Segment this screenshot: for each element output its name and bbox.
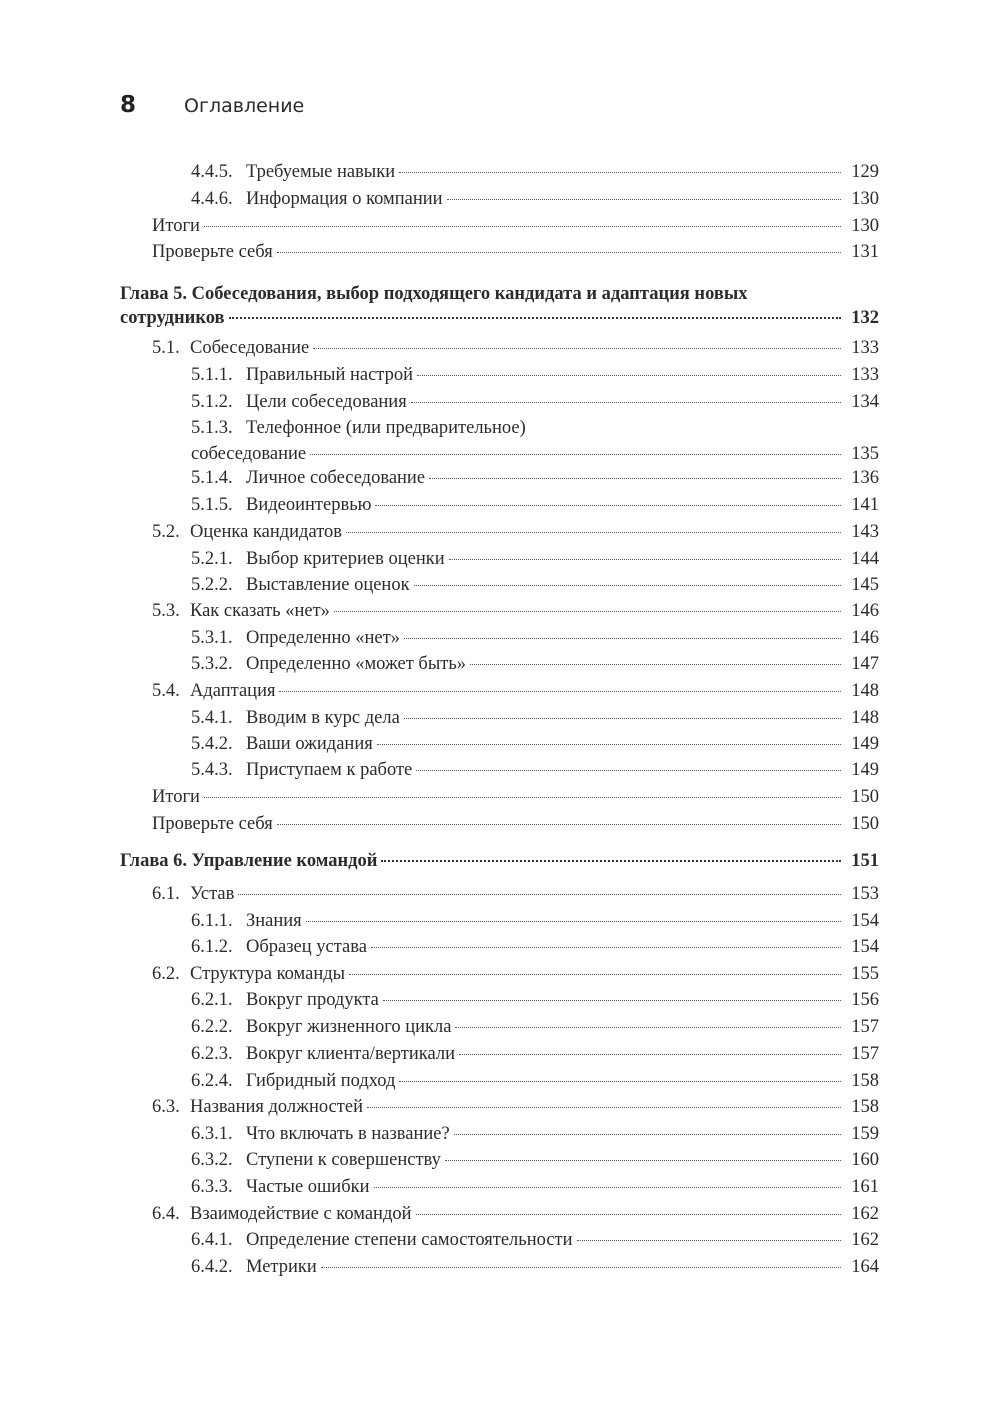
toc-page-number: 157 [851,1017,879,1037]
toc-entry-number: 5.4.1. [191,708,233,728]
toc-entry [0,442,879,466]
toc-entry-number: 5.1.4. [191,468,233,488]
toc-entry [0,240,879,264]
toc-page-number: 148 [851,708,879,728]
toc-entry-title: Что включать в название? [246,1124,450,1144]
toc-entry-number: 5.3.2. [191,654,233,674]
toc-page-number: 150 [851,814,879,834]
toc-entry-title: Вводим в курс дела [246,708,400,728]
dot-leader [374,1187,842,1188]
chapter-entry [0,306,879,330]
toc-page-number: 133 [851,338,879,358]
toc-entry-number: 5.2.2. [191,575,233,595]
toc-entry [0,679,879,703]
toc-entry-title: Итоги [152,787,200,807]
toc-page-number: 141 [851,495,879,515]
toc-entry-number: 5.1.1. [191,365,233,385]
toc-entry-title: Определение степени самостоятельности [246,1230,573,1250]
toc-entry-title: Правильный настрой [246,365,414,385]
dot-leader [346,532,841,533]
toc-entry [0,1042,879,1066]
dot-leader [399,172,841,173]
toc-page-number: 159 [851,1124,879,1144]
toc-entry-number: 6.3. [152,1097,180,1117]
toc-entry-number: 6.2.2. [191,1017,233,1037]
toc-entry-number: 6.4.1. [191,1230,233,1250]
dot-leader [277,252,841,253]
dot-leader [321,1267,841,1268]
toc-entry [0,706,879,730]
chapter-entry [0,849,879,873]
dot-leader [371,947,841,948]
toc-entry [0,882,879,906]
toc-entry-number: 5.2. [152,522,180,542]
dot-leader [454,1134,841,1135]
toc-entry-title: Вокруг продукта [246,990,379,1010]
toc-page-number: 149 [851,734,879,754]
dot-leader [470,664,841,665]
toc-page-number: 144 [851,549,879,569]
dot-leader [416,1214,841,1215]
toc-entry-number: 4.4.5. [191,162,233,182]
dot-leader [411,402,841,403]
toc-entry-number: 5.4. [152,681,180,701]
toc-page-number: 160 [851,1150,879,1170]
dot-leader [277,824,841,825]
toc-page-number: 154 [851,911,879,931]
dot-leader [416,770,841,771]
toc-entry-number: 5.4.2. [191,734,233,754]
toc-entry-number: 5.1.2. [191,392,233,412]
dot-leader [313,348,841,349]
toc-entry-title: сотрудников [120,308,225,328]
toc-entry [0,1122,879,1146]
toc-page-number: 161 [851,1177,879,1197]
toc-page-number: 148 [851,681,879,701]
page-number: 8 [120,92,137,118]
toc-entry [0,1069,879,1093]
toc-entry-line [191,416,526,440]
toc-entry-number: 4.4.6. [191,189,233,209]
toc-entry-title: Видеоинтервью [246,495,372,515]
toc-entry-title: Структура команды [190,964,346,984]
dot-leader [404,718,841,719]
dot-leader [279,691,841,692]
toc-entry [0,363,879,387]
toc-entry [0,493,879,517]
toc-entry [0,599,879,623]
toc-page-number: 131 [851,242,879,262]
dot-leader [204,226,841,227]
dot-leader [334,611,841,612]
toc-entry [0,390,879,414]
dot-leader [445,1160,841,1161]
toc-entry-number: 5.3.1. [191,628,233,648]
toc-entry [0,466,879,490]
toc-entry-title: Определенно «может быть» [246,654,467,674]
toc-page-number: 153 [851,884,879,904]
toc-entry [0,547,879,571]
toc-page-number: 146 [851,601,879,621]
toc-page-number: 133 [851,365,879,385]
toc-page-number: 145 [851,575,879,595]
toc-page-number: 136 [851,468,879,488]
dot-leader [381,860,841,862]
toc-entry-number: 6.2.4. [191,1071,233,1091]
toc-entry [0,962,879,986]
toc-entry-number: 6.1. [152,884,180,904]
toc-page-number: 164 [851,1257,879,1277]
toc-entry-title: Гибридный подход [246,1071,396,1091]
toc-entry-title: Образец устава [246,937,367,957]
toc-entry-title: Частые ошибки [246,1177,370,1197]
toc-entry-title: Устав [190,884,235,904]
toc-page-number: 162 [851,1204,879,1224]
toc-entry-title: Цели собеседования [246,392,407,412]
toc-page-number: 146 [851,628,879,648]
toc-entry-title: Собеседование [190,338,310,358]
toc-entry-number: 6.2.3. [191,1044,233,1064]
toc-entry-number: 5.3. [152,601,180,621]
toc-entry [0,187,879,211]
dot-leader [310,454,841,455]
toc-page-number: 129 [851,162,879,182]
toc-entry [0,909,879,933]
toc-entry-number: 6.1.1. [191,911,233,931]
toc-entry [0,626,879,650]
toc-entry-title: Определенно «нет» [246,628,400,648]
toc-entry-title: Информация о компании [246,189,443,209]
dot-leader [449,559,841,560]
dot-leader [238,894,841,895]
toc-entry [0,812,879,836]
toc-entry-number: 5.1. [152,338,180,358]
toc-entry-title: Взаимодействие с командой [190,1204,412,1224]
toc-entry-title: Названия должностей [190,1097,363,1117]
toc-entry-number: 6.3.3. [191,1177,233,1197]
dot-leader [204,797,841,798]
running-title: Оглавление [184,95,305,117]
toc-entry-title: Проверьте себя [152,814,273,834]
toc-page-number: 157 [851,1044,879,1064]
dot-leader [383,1000,841,1001]
toc-entry [0,1015,879,1039]
toc-page-number: 147 [851,654,879,674]
toc-entry-number: 6.2. [152,964,180,984]
toc-entry-title: Оценка кандидатов [190,522,343,542]
toc-entry-title: Требуемые навыки [246,162,396,182]
toc-page-number: 151 [851,851,879,871]
toc-entry-number: 6.4. [152,1204,180,1224]
toc-entry [0,573,879,597]
toc-entry-title: Выбор критериев оценки [246,549,445,569]
dot-leader [349,974,841,975]
toc-page-number: 143 [851,522,879,542]
toc-page-number: 158 [851,1097,879,1117]
toc-entry-number: 6.3.1. [191,1124,233,1144]
dot-leader [414,585,841,586]
toc-entry-title: Ваши ожидания [246,734,373,754]
toc-entry-number: 6.4.2. [191,1257,233,1277]
dot-leader [455,1027,841,1028]
toc-page-number: 130 [851,189,879,209]
toc-entry [0,214,879,238]
toc-entry [0,1095,879,1119]
toc-entry-title: Как сказать «нет» [190,601,330,621]
toc-entry-title: Адаптация [190,681,276,701]
toc-entry-number: 5.1.5. [191,495,233,515]
toc-page-number: 135 [851,444,879,464]
toc-entry-title: Знания [246,911,302,931]
dot-leader [306,921,841,922]
toc-entry-title: Ступени к совершенству [246,1150,441,1170]
toc-entry-number: 5.4.3. [191,760,233,780]
toc-entry-title: Проверьте себя [152,242,273,262]
toc-entry [0,1175,879,1199]
dot-leader [577,1240,841,1241]
toc-page-number: 150 [851,787,879,807]
toc-entry [0,1228,879,1252]
dot-leader [229,317,841,319]
toc-page-number: 130 [851,216,879,236]
toc-page-number: 149 [851,760,879,780]
toc-entry [0,732,879,756]
dot-leader [399,1081,841,1082]
chapter-title-line: Глава 5. Собеседования, выбор подходящего кандидата и адаптация новых [120,284,748,304]
toc-entry-number: 6.2.1. [191,990,233,1010]
toc-page-number: 132 [851,308,879,328]
toc-entry [0,785,879,809]
dot-leader [417,375,841,376]
toc-page-number: 156 [851,990,879,1010]
toc-entry-number: 6.3.2. [191,1150,233,1170]
toc-entry-number: 6.1.2. [191,937,233,957]
toc-entry [0,520,879,544]
toc-entry [0,1202,879,1226]
dot-leader [459,1054,841,1055]
toc-page-number: 162 [851,1230,879,1250]
toc-entry [0,652,879,676]
toc-entry [0,1148,879,1172]
dot-leader [375,505,841,506]
dot-leader [404,638,841,639]
toc-page-number: 158 [851,1071,879,1091]
toc-entry-title: Итоги [152,216,200,236]
dot-leader [367,1107,841,1108]
toc-entry-title: собеседование [191,444,307,464]
dot-leader [447,199,841,200]
toc-entry-title: Вокруг жизненного цикла [246,1017,452,1037]
toc-entry-title: Приступаем к работе [246,760,413,780]
toc-entry-title: Телефонное (или предварительное) [246,418,526,438]
toc-entry-number: 5.1.3. [191,418,233,438]
toc-entry-title: Глава 6. Управление командой [120,851,378,871]
toc-entry [0,336,879,360]
toc-entry-title: Метрики [246,1257,317,1277]
toc-page-number: 134 [851,392,879,412]
toc-entry-title: Вокруг клиента/вертикали [246,1044,455,1064]
toc-page-number: 154 [851,937,879,957]
dot-leader [429,478,841,479]
toc-entry-title: Выставление оценок [246,575,410,595]
toc-entry-title: Личное собеседование [246,468,426,488]
toc-entry [0,758,879,782]
toc-entry [0,1255,879,1279]
toc-entry [0,935,879,959]
toc-entry-number: 5.2.1. [191,549,233,569]
toc-entry [0,988,879,1012]
toc-page-number: 155 [851,964,879,984]
toc-entry [0,160,879,184]
dot-leader [377,744,841,745]
